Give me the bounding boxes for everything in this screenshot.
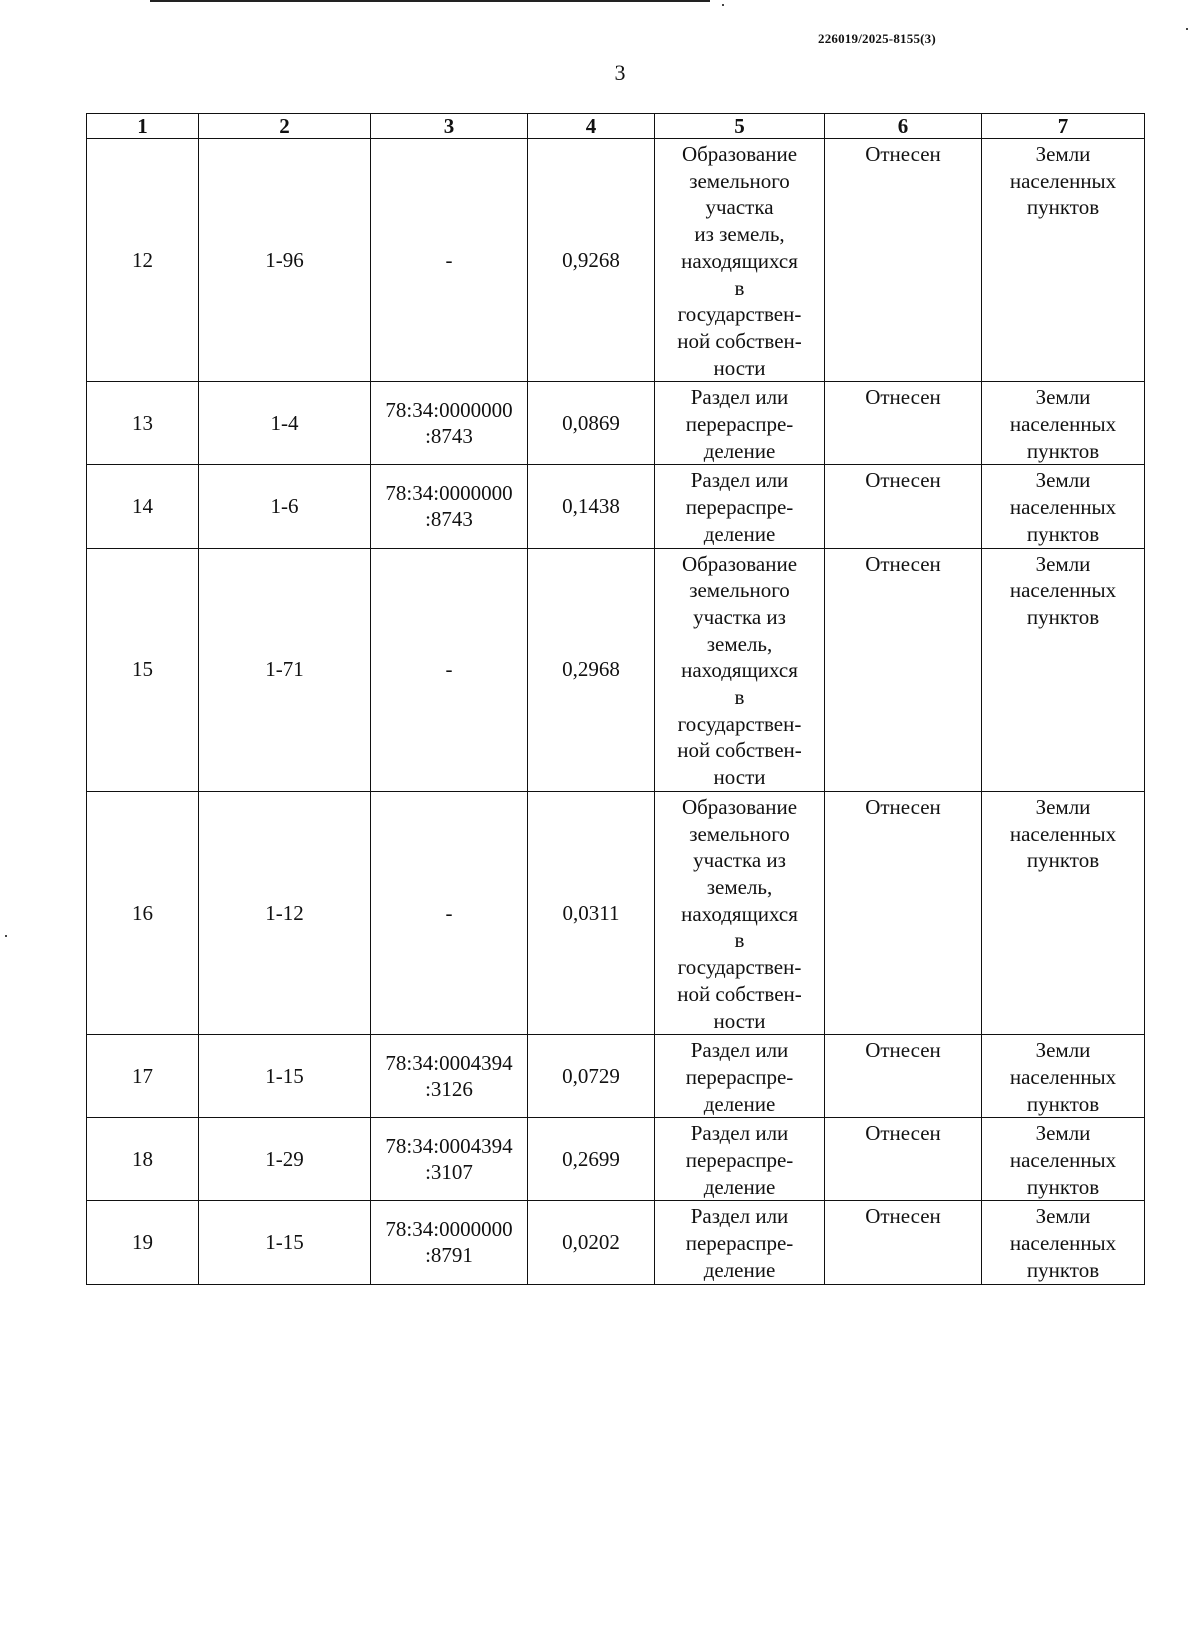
cadastral-number-cell-line: :3107 (425, 1160, 473, 1185)
formation-method-cell-line: ной собствен- (677, 328, 802, 353)
land-category-cell-line: пунктов (1026, 521, 1100, 546)
formation-method-cell-line: ной собствен- (677, 738, 802, 763)
zone-cell: 1-6 (199, 465, 371, 548)
land-category-cell-line: пунктов (1026, 1257, 1100, 1282)
formation-method-cell-line: Раздел или (690, 1121, 789, 1146)
cadastral-number-cell-line: :8743 (425, 507, 473, 532)
land-category-cell (982, 139, 1145, 382)
cadastral-number-cell-line: :8791 (425, 1243, 473, 1268)
formation-method-cell-line: в (734, 928, 745, 953)
formation-method-cell-line: Раздел или (690, 385, 789, 410)
land-category-cell (982, 548, 1145, 791)
column-header: 1 (87, 114, 199, 139)
land-category-cell-line: населенных (1009, 412, 1117, 437)
land-category-cell-line: Земли (1035, 794, 1091, 819)
zone-cell: 1-96 (199, 139, 371, 382)
area-cell: 0,2968 (528, 548, 655, 791)
formation-method-cell-line: перераспре- (685, 495, 794, 520)
cadastral-number-cell-line: :8743 (425, 424, 473, 449)
land-category-cell-line: пунктов (1026, 438, 1100, 463)
cadastral-number-cell (371, 1118, 528, 1201)
land-category-cell-line: пунктов (1026, 1174, 1100, 1199)
formation-method-cell-line: перераспре- (685, 1064, 794, 1089)
row-number-cell: 12 (87, 139, 199, 382)
land-plots-table (86, 113, 1145, 1285)
formation-method-cell (655, 1035, 825, 1118)
land-category-cell-line: пунктов (1026, 604, 1100, 629)
formation-method-cell-line: ной собствен- (677, 981, 802, 1006)
cadastral-number-cell (371, 1035, 528, 1118)
land-category-cell-line: Земли (1035, 551, 1091, 576)
area-cell: 0,1438 (528, 465, 655, 548)
cadastral-number-cell-line: 78:34:0000000 (385, 480, 513, 505)
cadastral-number-cell-line: :3126 (425, 1077, 473, 1102)
land-category-cell-line: населенных (1009, 1148, 1117, 1173)
formation-method-cell-line: Образование (681, 142, 798, 166)
formation-method-cell-line: деление (703, 521, 776, 546)
status-cell: Отнесен (825, 465, 982, 548)
status-cell: Отнесен (825, 1035, 982, 1118)
table-row (87, 465, 1145, 548)
land-category-cell-line: населенных (1009, 1231, 1117, 1256)
cadastral-number-cell (371, 139, 528, 382)
land-category-cell-line: Земли (1035, 1204, 1091, 1229)
table-row (87, 1201, 1145, 1284)
formation-method-cell-line: государствен- (677, 711, 802, 736)
cadastral-number-cell-line: 78:34:0004394 (385, 1133, 513, 1158)
formation-method-cell-line: перераспре- (685, 1231, 794, 1256)
formation-method-cell-line: Раздел или (690, 1204, 789, 1229)
land-category-cell-line: Земли (1035, 1121, 1091, 1146)
formation-method-cell-line: в (734, 685, 745, 710)
land-category-cell (982, 1118, 1145, 1201)
formation-method-cell-line: земельного (689, 578, 790, 603)
formation-method-cell (655, 465, 825, 548)
formation-method-cell-line: Образование (681, 551, 798, 576)
formation-method-cell-line: земель, (706, 631, 773, 656)
table-body (87, 114, 1145, 1285)
land-category-cell-line: населенных (1009, 1064, 1117, 1089)
area-cell: 0,0869 (528, 382, 655, 465)
formation-method-cell-line: земельного (689, 821, 790, 846)
table-header-row (87, 114, 1145, 139)
land-category-cell (982, 465, 1145, 548)
formation-method-cell-line: перераспре- (685, 1148, 794, 1173)
formation-method-cell-line: участка (705, 195, 774, 220)
row-number-cell: 19 (87, 1201, 199, 1284)
row-number-cell: 17 (87, 1035, 199, 1118)
land-category-cell-line: пунктов (1026, 848, 1100, 873)
formation-method-cell-line: ности (713, 355, 766, 380)
formation-method-cell-line: находящихся (681, 901, 798, 926)
formation-method-cell-line: находящихся (681, 248, 798, 273)
row-number-cell: 16 (87, 791, 199, 1034)
formation-method-cell-line: деление (703, 1257, 776, 1282)
status-cell: Отнесен (825, 791, 982, 1034)
cadastral-number-cell (371, 791, 528, 1034)
formation-method-cell-line: Раздел или (690, 468, 789, 493)
table-row (87, 1035, 1145, 1118)
scan-edge-line (150, 0, 710, 2)
formation-method-cell-line: государствен- (677, 302, 802, 327)
table-row (87, 1118, 1145, 1201)
column-header: 3 (371, 114, 528, 139)
land-category-cell (982, 791, 1145, 1034)
cadastral-number-cell (371, 382, 528, 465)
formation-method-cell-line: Образование (681, 794, 798, 819)
formation-method-cell-line: перераспре- (685, 412, 794, 437)
status-cell: Отнесен (825, 139, 982, 382)
land-category-cell (982, 382, 1145, 465)
formation-method-cell-line: земельного (689, 168, 790, 193)
land-category-cell (982, 1035, 1145, 1118)
formation-method-cell-line: Раздел или (690, 1038, 789, 1063)
formation-method-cell-line: деление (703, 1091, 776, 1116)
formation-method-cell-line: ности (713, 1008, 766, 1033)
land-category-cell (982, 1201, 1145, 1284)
document-number: 226019/2025-8155(3) (818, 31, 936, 46)
cadastral-number-cell-line: 78:34:0000000 (385, 1216, 513, 1241)
area-cell: 0,9268 (528, 139, 655, 382)
formation-method-cell-line: деление (703, 1174, 776, 1199)
zone-cell: 1-71 (199, 548, 371, 791)
zone-cell: 1-29 (199, 1118, 371, 1201)
land-category-cell-line: Земли (1035, 1038, 1091, 1063)
area-cell: 0,0729 (528, 1035, 655, 1118)
row-number-cell: 18 (87, 1118, 199, 1201)
cadastral-number-cell (371, 1201, 528, 1284)
cadastral-number-cell-line: 78:34:0004394 (385, 1050, 513, 1075)
area-cell: 0,0311 (528, 791, 655, 1034)
status-cell: Отнесен (825, 1201, 982, 1284)
formation-method-cell-line: государствен- (677, 955, 802, 980)
table-row (87, 139, 1145, 382)
formation-method-cell-line: находящихся (681, 658, 798, 683)
cadastral-number-cell (371, 548, 528, 791)
zone-cell: 1-12 (199, 791, 371, 1034)
formation-method-cell-line: деление (703, 438, 776, 463)
formation-method-cell (655, 1118, 825, 1201)
land-category-cell-line: Земли (1035, 142, 1091, 166)
page-number: 3 (614, 60, 626, 85)
table-row (87, 382, 1145, 465)
status-cell: Отнесен (825, 1118, 982, 1201)
scan-speck (1186, 28, 1188, 30)
row-number-cell: 14 (87, 465, 199, 548)
land-category-cell-line: Земли (1035, 468, 1091, 493)
zone-cell: 1-4 (199, 382, 371, 465)
formation-method-cell (655, 1201, 825, 1284)
column-header: 4 (528, 114, 655, 139)
formation-method-cell (655, 382, 825, 465)
formation-method-cell (655, 791, 825, 1034)
column-header: 2 (199, 114, 371, 139)
row-number-cell: 13 (87, 382, 199, 465)
land-category-cell-line: пунктов (1026, 195, 1100, 220)
land-category-cell-line: пунктов (1026, 1091, 1100, 1116)
cadastral-number-cell-line: - (445, 657, 453, 682)
land-category-cell-line: населенных (1009, 495, 1117, 520)
formation-method-cell (655, 139, 825, 382)
formation-method-cell-line: участка из (693, 848, 786, 873)
column-header: 7 (982, 114, 1145, 139)
land-category-cell-line: населенных (1009, 821, 1117, 846)
formation-method-cell-line: земель, (706, 874, 773, 899)
column-header: 6 (825, 114, 982, 139)
cadastral-number-cell-line: - (445, 900, 453, 925)
formation-method-cell (655, 548, 825, 791)
status-cell: Отнесен (825, 382, 982, 465)
zone-cell: 1-15 (199, 1035, 371, 1118)
area-cell: 0,0202 (528, 1201, 655, 1284)
table-row (87, 548, 1145, 791)
scan-speck (5, 935, 7, 937)
table-row (87, 791, 1145, 1034)
formation-method-cell-line: из земель, (694, 222, 785, 247)
land-category-cell-line: Земли (1035, 385, 1091, 410)
scan-speck (722, 4, 724, 6)
status-cell: Отнесен (825, 548, 982, 791)
cadastral-number-cell-line: 78:34:0000000 (385, 397, 513, 422)
zone-cell: 1-15 (199, 1201, 371, 1284)
land-category-cell-line: населенных (1009, 168, 1117, 193)
cadastral-number-cell-line: - (445, 247, 453, 272)
land-category-cell-line: населенных (1009, 578, 1117, 603)
row-number-cell: 15 (87, 548, 199, 791)
area-cell: 0,2699 (528, 1118, 655, 1201)
formation-method-cell-line: в (734, 275, 745, 300)
formation-method-cell-line: ности (713, 765, 766, 790)
formation-method-cell-line: участка из (693, 604, 786, 629)
cadastral-number-cell (371, 465, 528, 548)
column-header: 5 (655, 114, 825, 139)
